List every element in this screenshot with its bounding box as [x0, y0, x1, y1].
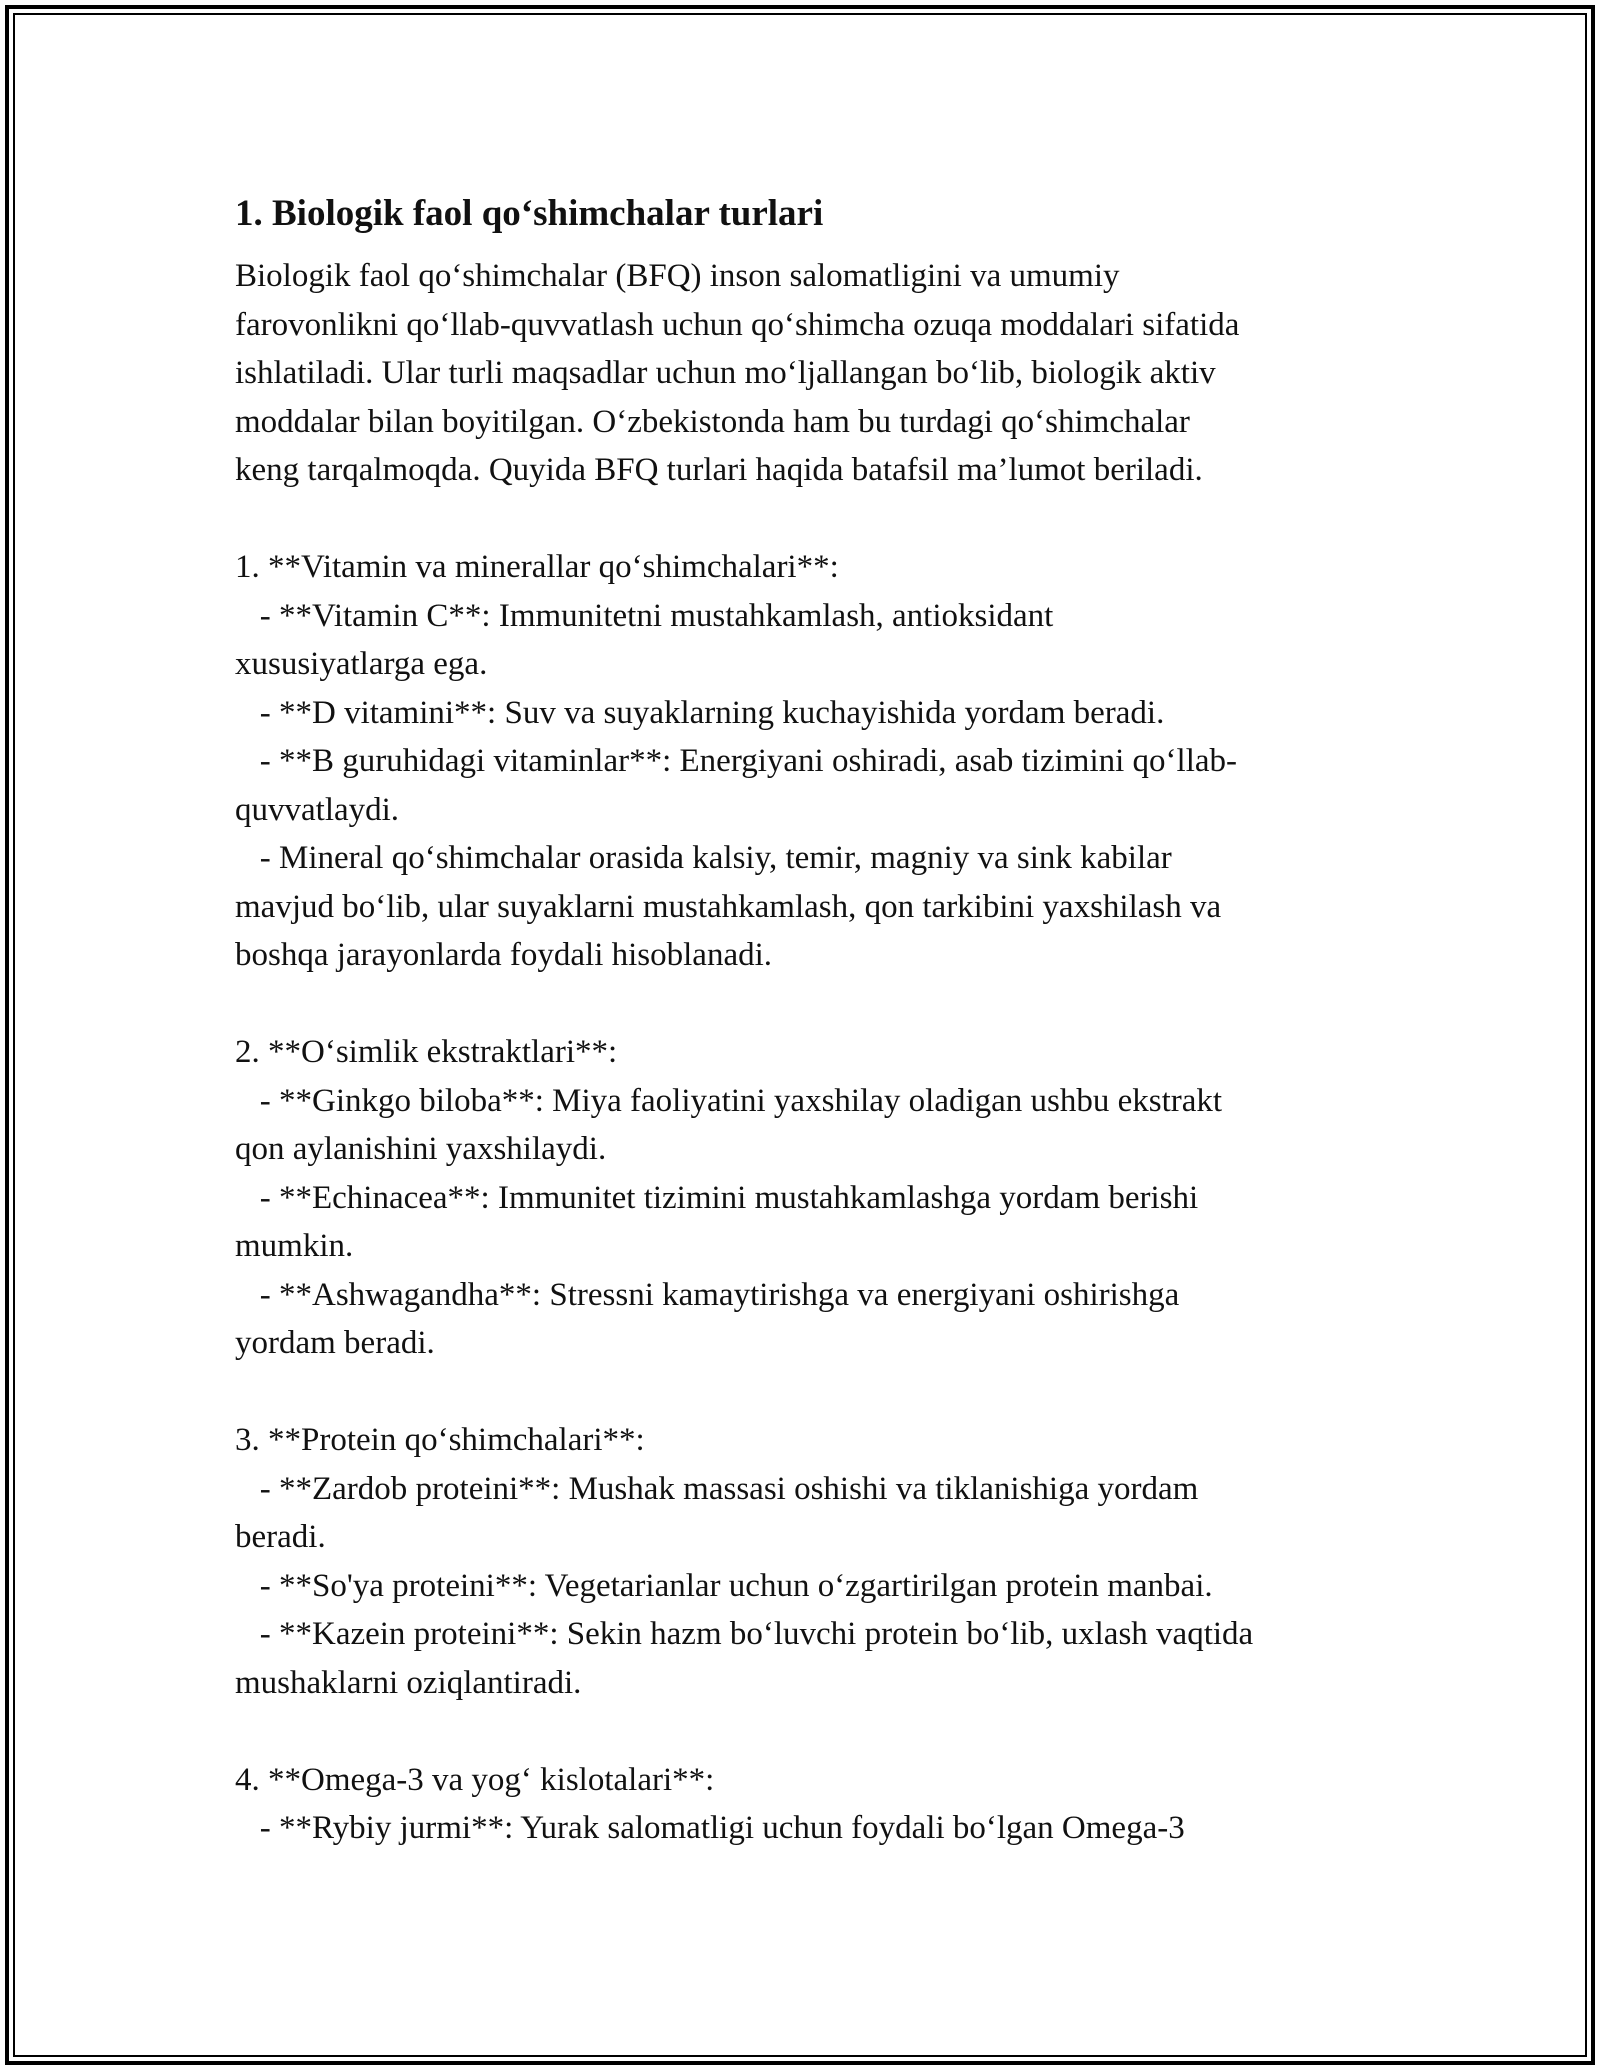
paragraph-gap: [235, 1368, 1385, 1417]
list-item-continuation: beradi.: [235, 1519, 326, 1555]
section-title: 2. **O‘simlik ekstraktlari**:: [235, 1034, 618, 1070]
list-item: - **Ginkgo biloba**: Miya faoliyatini yaxshilay oladigan ushbu ekstrakt: [235, 1082, 1223, 1119]
list-item-continuation: mumkin.: [235, 1228, 354, 1264]
list-item: - Mineral qo‘shimchalar orasida kalsiy, temir, magniy va sink kabilar: [235, 840, 1172, 876]
paragraph-gap: [235, 495, 1385, 544]
list-item: - **B guruhidagi vitaminlar**: Energiyani oshiradi, asab tizimini qo‘llab-: [235, 743, 1238, 779]
document-heading: 1. Biologik faol qo‘shimchalar turlari: [235, 193, 824, 234]
section-title: 1. **Vitamin va minerallar qo‘shimchalari**:: [235, 549, 839, 585]
intro-paragraph: [235, 252, 1385, 495]
list-item: - **Kazein proteini**: Sekin hazm bo‘luvchi protein bo‘lib, uxlash vaqtida: [235, 1616, 1254, 1652]
paragraph-gap: [235, 1707, 1385, 1756]
list-item-continuation: xususiyatlarga ega.: [235, 646, 488, 682]
intro-line: moddalar bilan boyitilgan. O‘zbekistonda ham bu turdagi qo‘shimchalar: [235, 403, 1190, 440]
section-title: 4. **Omega-3 va yog‘ kislotalari**:: [235, 1761, 715, 1798]
list-item-continuation: quvvatlaydi.: [235, 791, 400, 828]
intro-line: Biologik faol qo‘shimchalar (BFQ) inson salomatligini va umumiy: [235, 258, 1120, 294]
intro-line: farovonlikni qo‘llab-quvvatlash uchun qo‘shimcha ozuqa moddalari sifatida: [235, 306, 1240, 343]
intro-line: keng tarqalmoqda. Quyida BFQ turlari haqida batafsil ma’lumot beriladi.: [235, 452, 1203, 488]
paragraph-gap: [235, 980, 1385, 1029]
list-item: - **Echinacea**: Immunitet tizimini mustahkamlashga yordam berishi: [235, 1179, 1199, 1216]
intro-line: ishlatiladi. Ular turli maqsadlar uchun mo‘ljallangan bo‘lib, biologik aktiv: [235, 355, 1216, 391]
list-item-continuation: boshqa jarayonlarda foydali hisoblanadi.: [235, 937, 773, 973]
list-item: - **Rybiy jurmi**: Yurak salomatligi uchun foydali bo‘lgan Omega-3: [235, 1810, 1185, 1846]
section-plant-extracts: [235, 1028, 1385, 1368]
list-item-continuation: mavjud bo‘lib, ular suyaklarni mustahkamlash, qon tarkibini yaxshilash va: [235, 888, 1222, 925]
section-vitamins: [235, 543, 1385, 980]
section-protein: [235, 1416, 1385, 1707]
list-item: - **So'ya proteini**: Vegetarianlar uchun o‘zgartirilgan protein manbai.: [235, 1567, 1213, 1604]
list-item: - **D vitamini**: Suv va suyaklarning kuchayishida yordam beradi.: [235, 694, 1165, 731]
document-body: [235, 184, 1385, 1853]
list-item-continuation: qon aylanishini yaxshilaydi.: [235, 1131, 607, 1167]
list-item-continuation: mushaklarni oziqlantiradi.: [235, 1664, 582, 1701]
section-omega3: [235, 1756, 1385, 1853]
list-item: - **Zardob proteini**: Mushak massasi oshishi va tiklanishiga yordam: [235, 1470, 1199, 1507]
section-title: 3. **Protein qo‘shimchalari**:: [235, 1422, 645, 1458]
list-item: - **Ashwagandha**: Stressni kamaytirishga va energiyani oshirishga: [235, 1276, 1180, 1313]
list-item: - **Vitamin C**: Immunitetni mustahkamlash, antioksidant: [235, 597, 1054, 634]
list-item-continuation: yordam beradi.: [235, 1325, 435, 1361]
